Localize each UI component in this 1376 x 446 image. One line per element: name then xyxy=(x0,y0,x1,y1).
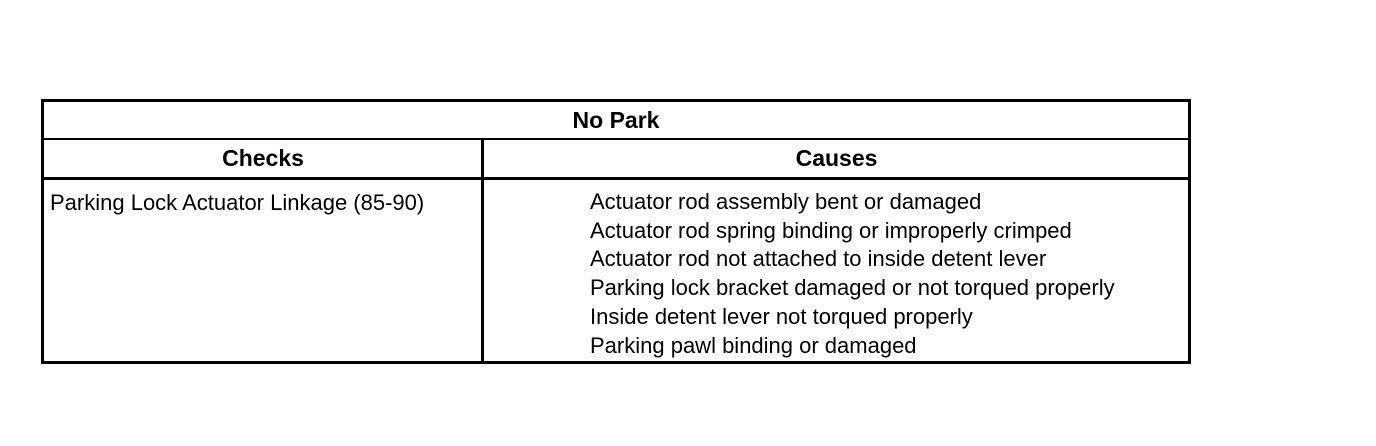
column-divider xyxy=(481,140,484,361)
cause-item: Actuator rod spring binding or improperly crimped xyxy=(590,217,1072,243)
causes-column-header: Causes xyxy=(795,145,878,171)
checks-column-header: Checks xyxy=(222,145,304,171)
cause-item: Actuator rod not attached to inside detent lever xyxy=(590,246,1047,272)
causes-list xyxy=(590,188,1115,360)
cause-item: Inside detent lever not torqued properly xyxy=(590,303,973,329)
table-header-row xyxy=(44,140,1188,180)
table-title: No Park xyxy=(44,102,1188,140)
cause-item: Actuator rod assembly bent or damaged xyxy=(590,189,982,214)
check-cell: Parking Lock Actuator Linkage (85-90) xyxy=(50,190,425,215)
cause-item: Parking lock bracket damaged or not torqued properly xyxy=(590,275,1115,301)
cause-item: Parking pawl binding or damaged xyxy=(590,332,917,358)
diagnostic-table xyxy=(41,99,1191,364)
